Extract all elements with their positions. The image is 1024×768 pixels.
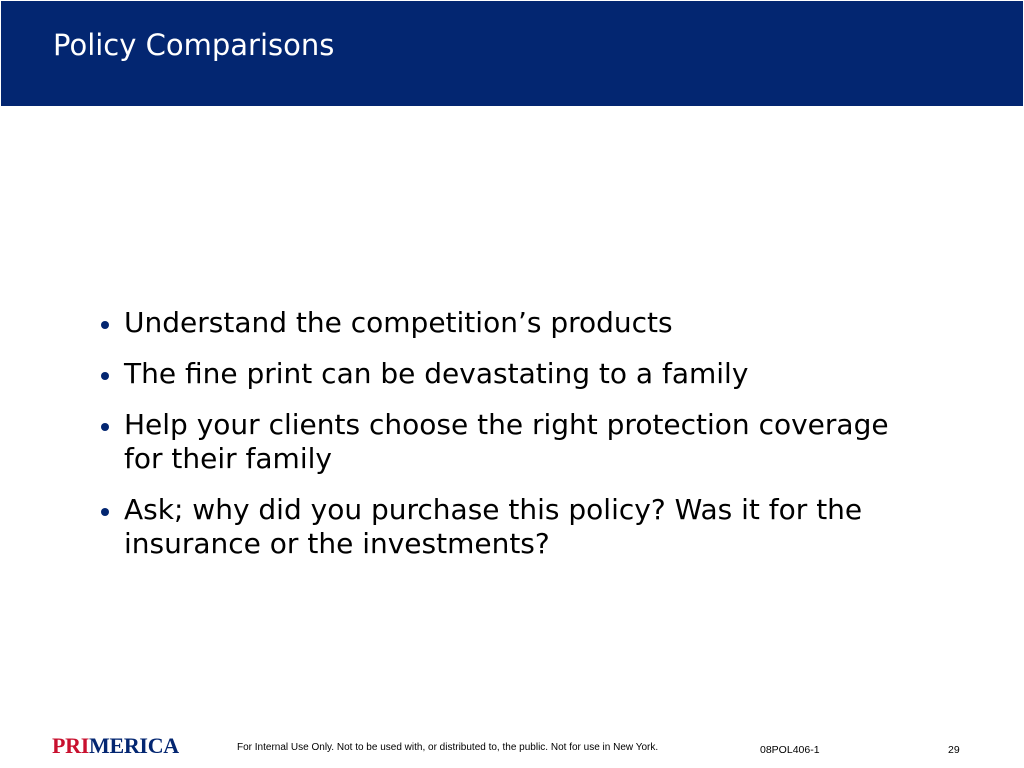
bullet-item <box>96 306 916 340</box>
bullet-text: Ask; why did you purchase this policy? Was it for the insurance or the investments? <box>124 493 863 560</box>
primerica-logo <box>52 733 179 759</box>
slide-title: Policy Comparisons <box>53 28 335 62</box>
bullet-icon <box>101 321 109 329</box>
logo-part-merica: MERICA <box>89 733 179 758</box>
bullet-icon <box>101 372 109 380</box>
page-number: 29 <box>948 744 960 756</box>
bullet-item <box>96 357 916 391</box>
footer-disclaimer: For Internal Use Only. Not to be used with, or distributed to, the public. Not for use in New York. <box>237 742 659 753</box>
footer-document-code: 08POL406-1 <box>760 744 820 756</box>
logo-part-pri: PRI <box>52 733 89 758</box>
bullet-list <box>96 306 916 578</box>
bullet-item <box>96 408 916 476</box>
bullet-item <box>96 493 916 561</box>
bullet-icon <box>101 423 109 431</box>
bullet-text: Understand the competition’s products <box>124 306 673 339</box>
bullet-text: The fine print can be devastating to a family <box>124 357 749 390</box>
bullet-icon <box>101 508 109 516</box>
bullet-text: Help your clients choose the right protection coverage for their family <box>124 408 889 475</box>
